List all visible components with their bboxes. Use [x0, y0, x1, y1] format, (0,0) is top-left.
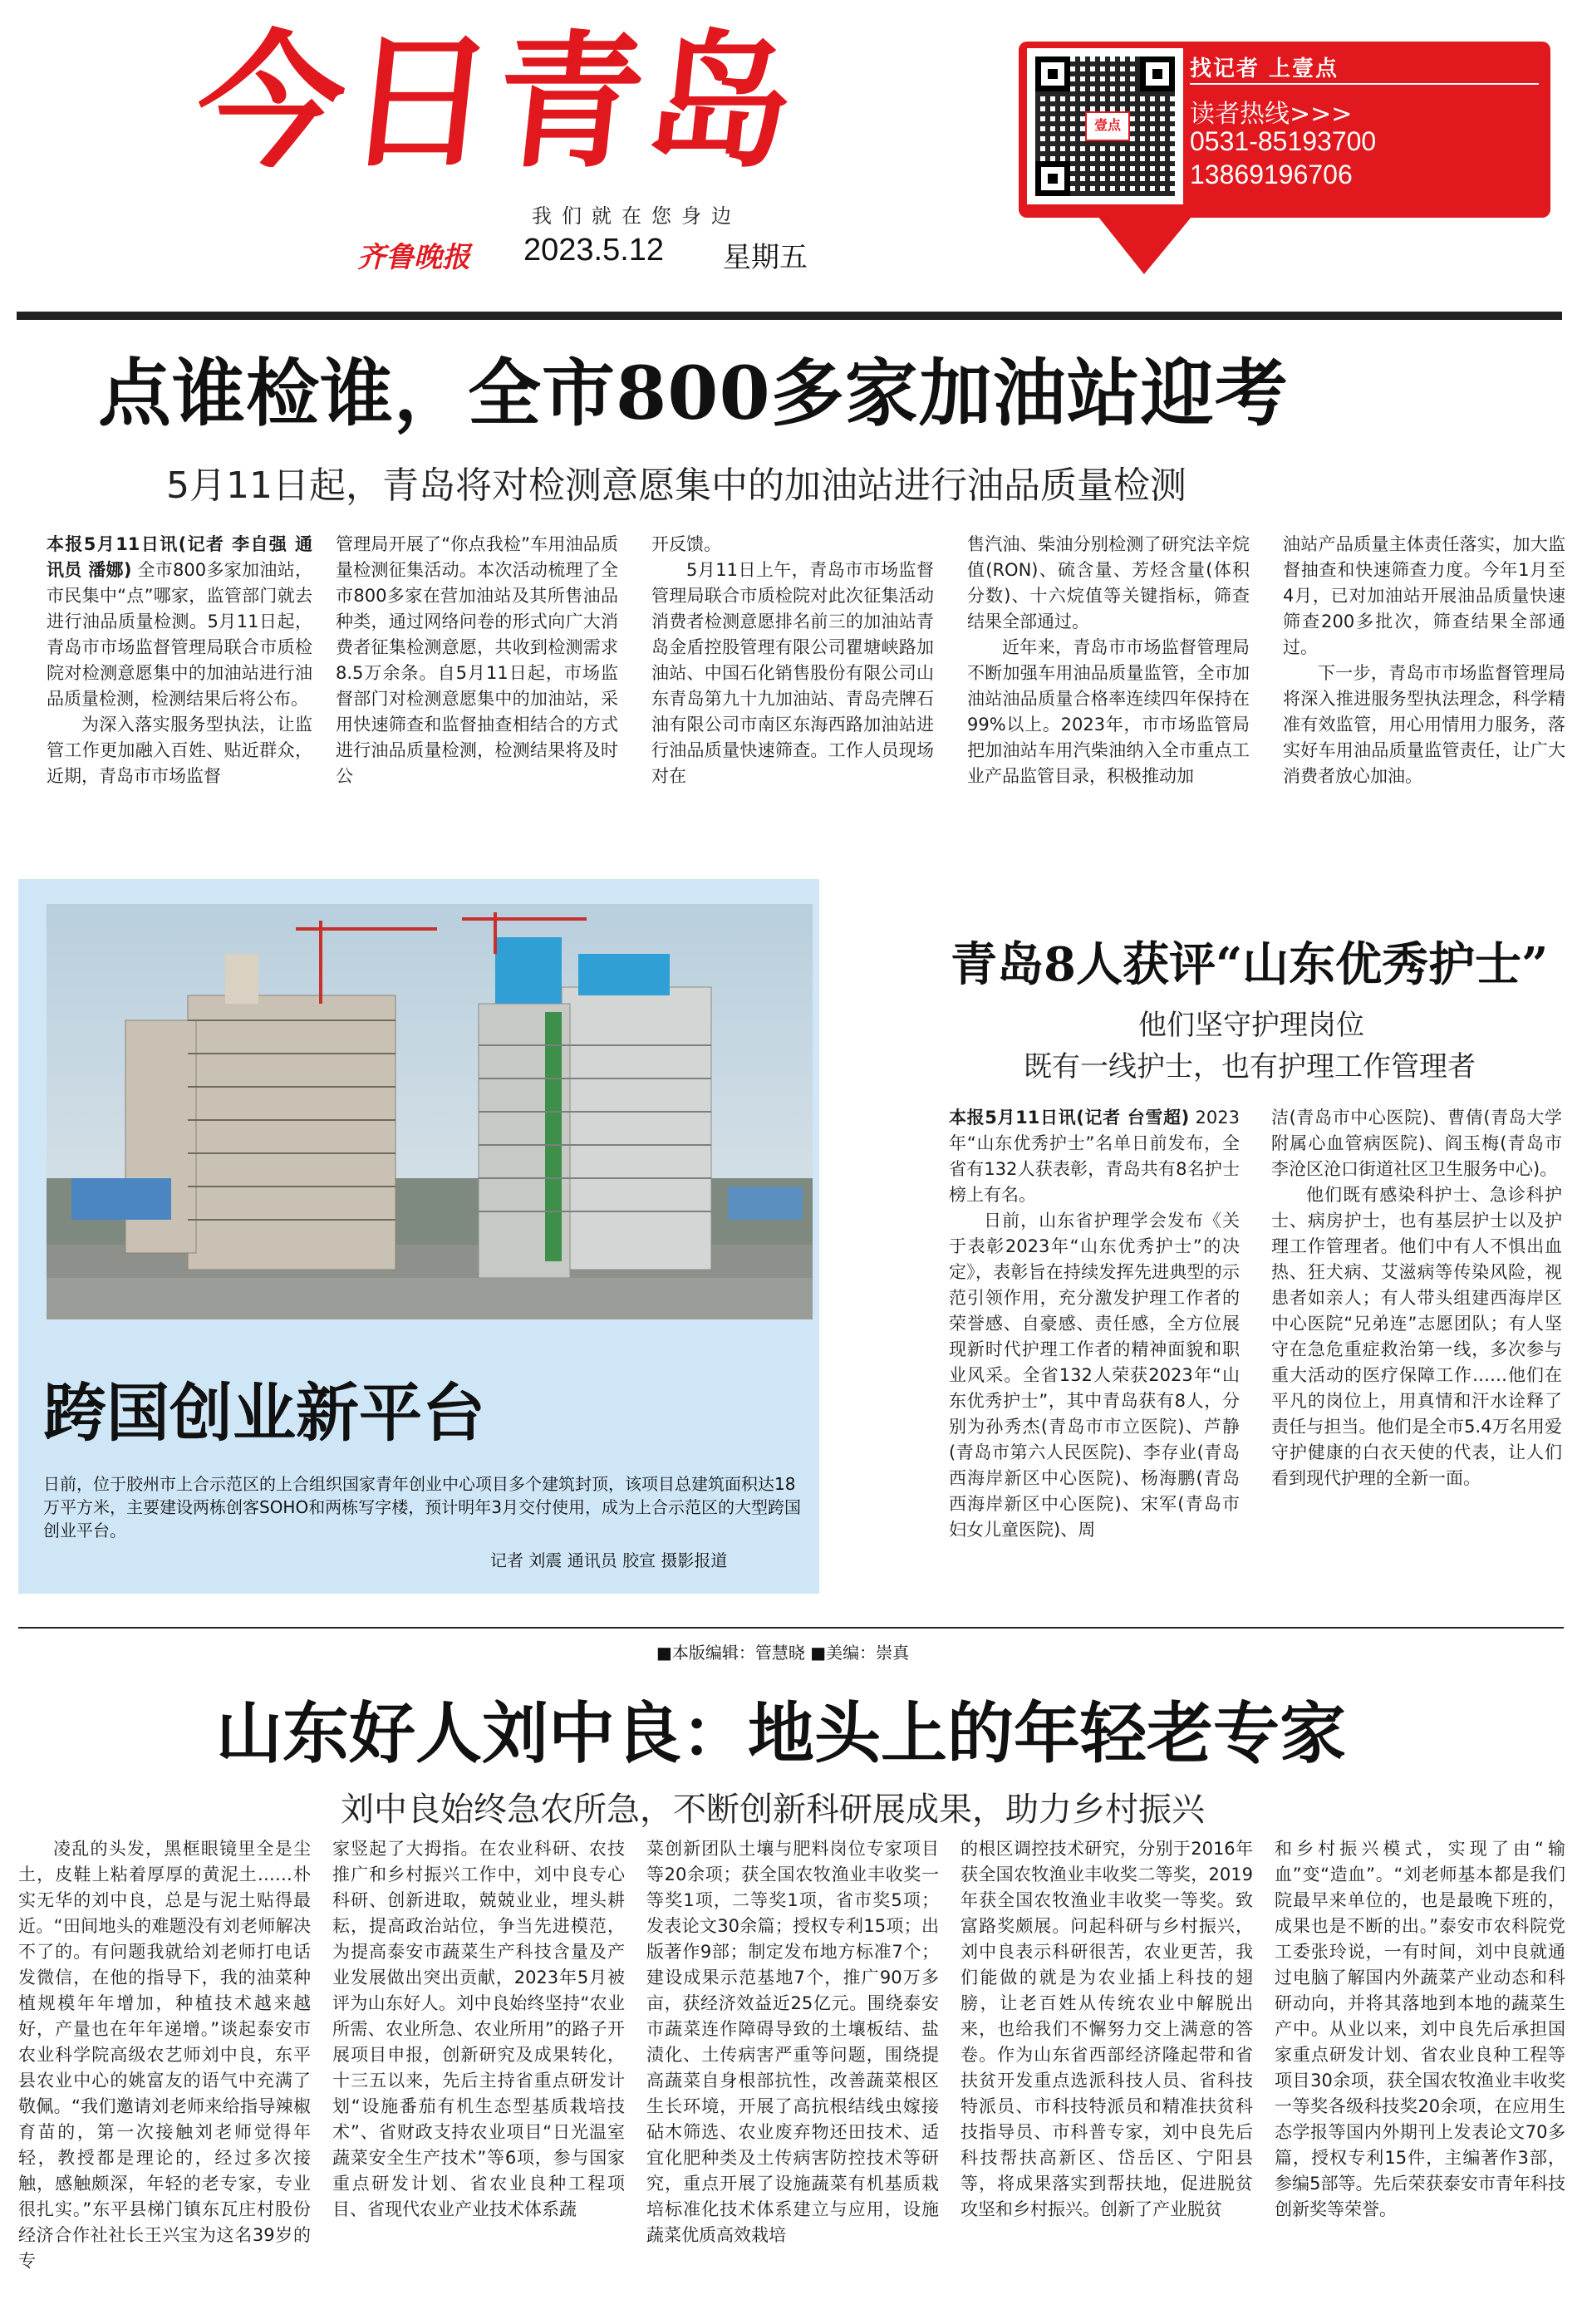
nurse-paragraph: 2023年“山东优秀护士”名单日前发布，全省有132人获表彰，青岛共有8名护士榜上有名。	[949, 1108, 1240, 1205]
nurse-column-1	[949, 1105, 1240, 1612]
photo-credit: 记者 刘震 通讯员 胶宣 摄影报道	[490, 1550, 728, 1570]
qr-finder-icon	[1035, 57, 1070, 91]
construction-photo[interactable]	[47, 904, 813, 1319]
photo-caption: 日前，位于胶州市上合示范区的上合组织国家青年创业中心项目多个建筑封顶，该项目总建筑面积达18万平方米，主要建设两栋创客SOHO和两栋写字楼，预计明年3月交付使用，成为上合示范区的大型跨国创业平台。	[43, 1474, 801, 1540]
lead-paragraph: 油站产品质量主体责任落实，加大监督抽查和快速筛查力度。今年1月至4月，已对加油站开展油品质量快速筛查200多批次，筛查结果全部通过。	[1283, 534, 1565, 657]
contact-divider	[1190, 83, 1539, 85]
qr-center-logo: 壹点	[1085, 111, 1130, 141]
lead-paragraph: 全市800多家加油站，市民集中“点”哪家，监管部门就去进行油品质量检测。5月11日起，青岛市市场监督管理局联合市质检院对检测意愿集中的加油站进行油品质量检测，检测结果后将公布。	[47, 560, 312, 709]
hotline-label: 读者热线>>>	[1190, 100, 1353, 129]
bottom-paragraph: 的根区调控技术研究，分别于2016年获全国农牧渔业丰收奖二等奖，2019年获全国农牧渔业丰收奖一等奖。致富路奖颇展。问起科研与乡村振兴，刘中良表示科研很苦，农业更苦，我们能做的就是为农业插上科技的翅膀，让老百姓从传统农业中解脱出来，也给我们不懈努力交上满意的答卷。作为山东省西部经济隆起带和省扶贫开发重点选派科技人员、省科技特派员、市科技特派员和精准扶贫科技指导员、市科普专家，刘中良先后科技帮扶高新区、岱岳区、宁阳县等，将成果落实到帮扶地，促进脱贫攻坚和乡村振兴。创新了产业脱贫	[960, 1839, 1253, 2219]
bottom-paragraph: 菜创新团队土壤与肥料岗位专家项目等20余项；获全国农牧渔业丰收奖一等奖1项，二等奖1项，省市奖5项；发表论文30余篇；授权专利15项；出版著作9部；制定发布地方标准7个；建设成果示范基地7个，推广90万多亩，获经济效益近25亿元。围绕泰安市蔬菜连作障碍导致的土壤板结、盐渍化、土传病害严重等问题，围绕提高蔬菜自身根部抗性，改善蔬菜根区生长环境，开展了高抗根结线虫嫁接砧木筛选、农业废弃物还田技术、适宜化肥种类及土传病害防控技术等研究，重点开展了设施蔬菜有机基质栽培标准化技术体系建立与应用，设施蔬菜优质高效栽培	[646, 1839, 939, 2245]
bottom-subheadline: 刘中良始终急农所急，不断创新科研展成果，助力乡村振兴	[341, 1791, 1205, 1829]
nurse-column-2	[1271, 1105, 1562, 1612]
bottom-paragraph: 家竖起了大拇指。在农业科研、农技推广和乡村振兴工作中，刘中良专心科研、创新进取，兢兢业业，埋头耕耘，提高政治站位，争当先进模范，为提高泰安市蔬菜生产科技含量及产业发展做出突出贡献，2023年5月被评为山东好人。刘中良始终坚持“农业所需、农业所急、农业所用”的路子开展项目申报，创新研究及成果转化，十三五以来，先后主持省重点研发计划“设施番茄有机生态型基质栽培技术”、省财政支持农业项目“日光温室蔬菜安全生产技术”等6项，参与国家重点研发计划、省农业良种工程项目、省现代农业产业技术体系蔬	[332, 1839, 625, 2219]
lead-paragraph: 近年来，青岛市市场监督管理局不断加强车用油品质量监管，全市加油站油品质量合格率连续四年保持在99%以上。2023年，市市场监管局把加油站车用汽柴油纳入全市重点工业产品监管目录，积极推动加	[967, 637, 1250, 786]
editor-credit: ■本版编辑：管慧晓 ■美编：崇真	[656, 1643, 910, 1663]
contact-tagline: 找记者 上壹点	[1190, 57, 1339, 81]
masthead-rule	[17, 312, 1562, 320]
qr-finder-icon	[1035, 161, 1070, 196]
lead-byline: 本报5月11日讯(记者 李自强 通讯员 潘娜)	[47, 534, 312, 580]
lead-paragraph: 开反馈。	[651, 534, 721, 554]
issue-date: 2023.5.12	[523, 233, 665, 268]
lead-headline: 点谁检谁，全市800多家加油站迎考	[98, 350, 1289, 436]
section-divider	[18, 1627, 1564, 1629]
nurse-paragraph: 日前，山东省护理学会发布《关于表彰2023年“山东优秀护士”的决定》，表彰旨在持续发挥先进典型的示范引领作用，充分激发护理工作者的荣誉感、自豪感、责任感，全方位展现新时代护理工作者的精神面貌和职业风采。全省132人荣获2023年“山东优秀护士”，其中青岛获有8人，分别为孙秀杰(青岛市市立医院)、芦静(青岛市第六人民医院)、李存业(青岛西海岸新区中心医院)、杨海鹏(青岛西海岸新区中心医院)、宋军(青岛市妇女儿童医院)、周	[949, 1211, 1240, 1540]
lead-paragraph: 5月11日上午，青岛市市场监督管理局联合市质检院对此次征集活动消费者检测意愿排名前三的加油站青岛金盾控股管理有限公司瞿塘峡路加油站、中国石化销售股份有限公司山东青岛第九十九加油站、青岛壳牌石油有限公司市南区东海西路加油站进行油品质量快速筛查。工作人员现场对在	[651, 560, 934, 786]
qr-finder-icon	[1140, 57, 1175, 91]
lead-column-4	[967, 532, 1250, 839]
bottom-column-3	[646, 1836, 939, 2310]
photo-story-title: 跨国创业新平台	[43, 1376, 485, 1450]
hotline-phone-1[interactable]: 0531-85193700	[1190, 126, 1377, 156]
bottom-column-2	[332, 1836, 625, 2310]
nurse-deck-1: 他们坚守护理岗位	[1138, 1009, 1364, 1042]
masthead-slogan: 我们就在您身边	[532, 204, 741, 228]
qr-code[interactable]	[1027, 48, 1183, 204]
issue-weekday: 星期五	[723, 241, 808, 274]
lead-paragraph: 管理局开展了“你点我检”车用油品质量检测征集活动。本次活动梳理了全市800多家在营加油站及其所售油品种类，通过网络问卷的形式向广大消费者征集检测意愿，共收到检测需求8.5万余条。自5月11日起，市场监督部门对检测意愿集中的加油站，采用快速筛查和监督抽查相结合的方式进行油品质量检测，检测结果将及时公	[336, 534, 618, 786]
bottom-paragraph: 凌乱的头发，黑框眼镜里全是尘土，皮鞋上粘着厚厚的黄泥土……朴实无华的刘中良，总是与泥土贴得最近。“田间地头的难题没有刘老师解决不了的。有问题我就给刘老师打电话发微信，在他的指导下，我的油菜种植规模年年增加，种植技术越来越好，产量也在年年递增。”谈起泰安市农业科学院高级农艺师刘中良，东平县农业中心的姚富友的语气中充满了敬佩。“我们邀请刘老师来给指导辣椒育苗的，第一次接触刘老师觉得年轻，教授都是理论的，经过多次接触，感触颇深，年轻的老专家，专业很扎实。”东平县梯门镇东瓦庄村股份经济合作社社长王兴宝为这名39岁的专	[18, 1839, 311, 2271]
nurse-byline: 本报5月11日讯(记者 台雪超)	[949, 1108, 1190, 1128]
lead-paragraph: 下一步，青岛市市场监督管理局将深入推进服务型执法理念，科学精准有效监管，用心用情用力服务，落实好车用油品质量监管责任，让广大消费者放心加油。	[1283, 663, 1565, 786]
lead-column-1	[47, 532, 312, 839]
masthead-logo: 今日青岛	[189, 17, 805, 188]
hotline-phone-2[interactable]: 13869196706	[1190, 160, 1353, 189]
bottom-headline: 山东好人刘中良：地头上的年轻老专家	[216, 1694, 1346, 1772]
bottom-paragraph: 和乡村振兴模式，实现了由“输血”变“造血”。“刘老师基本都是我们院最早来单位的，也是最晚下班的，成果也是不断的出。”泰安市农科院党工委张玲说，一有时间，刘中良就通过电脑了解国内外蔬菜产业动态和科研动向，并将其落地到本地的蔬菜生产中。从业以来，刘中良先后承担国家重点研发计划、省农业良种工程等项目30余项，获全国农牧渔业丰收奖一等奖各级科技奖20余项，在应用生态学报等国内外期刊上发表论文70多篇，授权专利15件，主编著作3部，参编5部等。先后荣获泰安市青年科技创新奖等荣誉。	[1275, 1839, 1565, 2219]
lead-paragraph: 售汽油、柴油分别检测了研究法辛烷值(RON)、硫含量、芳烃含量(体积分数)、十六烷值等关键指标，筛查结果全部通过。	[967, 534, 1250, 631]
lead-subheadline: 5月11日起，青岛将对检测意愿集中的加油站进行油品质量检测	[166, 464, 1186, 507]
nurse-paragraph: 洁(青岛市中心医院)、曹倩(青岛大学附属心血管病医院)、阎玉梅(青岛市李沧区沧口街道社区卫生服务中心)。	[1271, 1108, 1562, 1179]
construction-photo-illustration	[47, 904, 813, 1319]
paper-name: 齐鲁晚报	[357, 241, 470, 274]
bottom-column-5	[1275, 1836, 1565, 2310]
lead-paragraph: 为深入落实服务型执法，让监管工作更加融入百姓、贴近群众，近期，青岛市市场监督	[47, 715, 312, 786]
lead-column-2	[336, 532, 618, 839]
lead-column-3	[651, 532, 934, 839]
nurse-paragraph: 他们既有感染科护士、急诊科护士、病房护士，也有基层护士以及护理工作管理者。他们中有人不惧出血热、狂犬病、艾滋病等传染风险，视患者如亲人；有人带头组建西海岸区中心医院“兄弟连”志愿团队；有人坚守在急危重症救治第一线，多次参与重大活动的医疗保障工作……他们在平凡的岗位上，用真情和汗水诠释了责任与担当。他们是全市5.4万名用爱守护健康的白衣天使的代表，让人们看到现代护理的全新一面。	[1271, 1185, 1562, 1488]
bottom-column-4	[960, 1836, 1253, 2310]
bottom-column-1	[18, 1836, 311, 2310]
nurse-headline: 青岛8人获评“山东优秀护士”	[951, 937, 1549, 992]
nurse-deck-2: 既有一线护士，也有护理工作管理者	[1024, 1050, 1476, 1083]
lead-column-5	[1283, 532, 1565, 839]
speech-bubble-tail	[1053, 208, 1199, 274]
